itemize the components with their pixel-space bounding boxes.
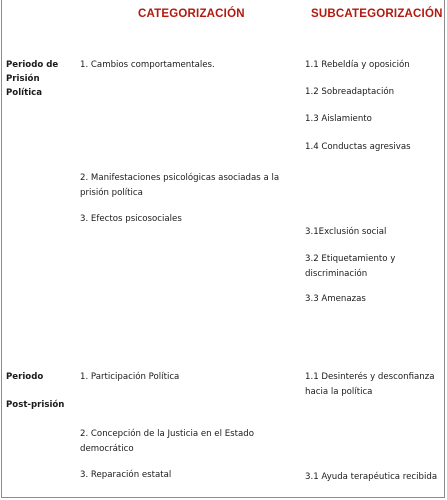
period-label-line: Periodo de	[6, 60, 59, 70]
subcategory-item: 1.1 Rebeldía y oposición	[305, 60, 410, 70]
category-item: 3. Reparación estatal	[80, 470, 172, 480]
subcategory-item: 3.2 Etiquetamiento y discriminación	[305, 254, 396, 279]
subcategory-item: 1.1 Desinterés y desconfianza hacia la política	[305, 372, 435, 397]
period-label-line: Post-prisión	[6, 400, 65, 410]
period-label-line: Prisión	[6, 74, 40, 84]
categorization-header: CATEGORIZACIÓN	[138, 8, 245, 20]
subcategory-item: 1.3 Aislamiento	[305, 114, 372, 124]
category-item: 2. Concepción de la Justicia en el Estado democrático	[80, 429, 254, 454]
subcategory-item: 1.2 Sobreadaptación	[305, 87, 395, 97]
category-item: 2. Manifestaciones psicológicas asociadas a la prisión política	[80, 173, 280, 198]
category-item: 1. Cambios comportamentales.	[80, 60, 215, 70]
table-frame	[1, 0, 445, 498]
subcategory-item: 3.3 Amenazas	[305, 294, 366, 304]
subcategory-item: 3.1Exclusión social	[305, 227, 387, 237]
period-label-line: Política	[6, 88, 43, 98]
subcategory-item: 1.4 Conductas agresivas	[305, 142, 411, 152]
subcategory-item: 3.1 Ayuda terapéutica recibida	[305, 472, 438, 482]
period-label-line: Periodo	[6, 372, 44, 382]
subcategorization-header: SUBCATEGORIZACIÓN	[311, 8, 443, 20]
category-item: 1. Participación Política	[80, 372, 180, 382]
category-item: 3. Efectos psicosociales	[80, 214, 182, 224]
